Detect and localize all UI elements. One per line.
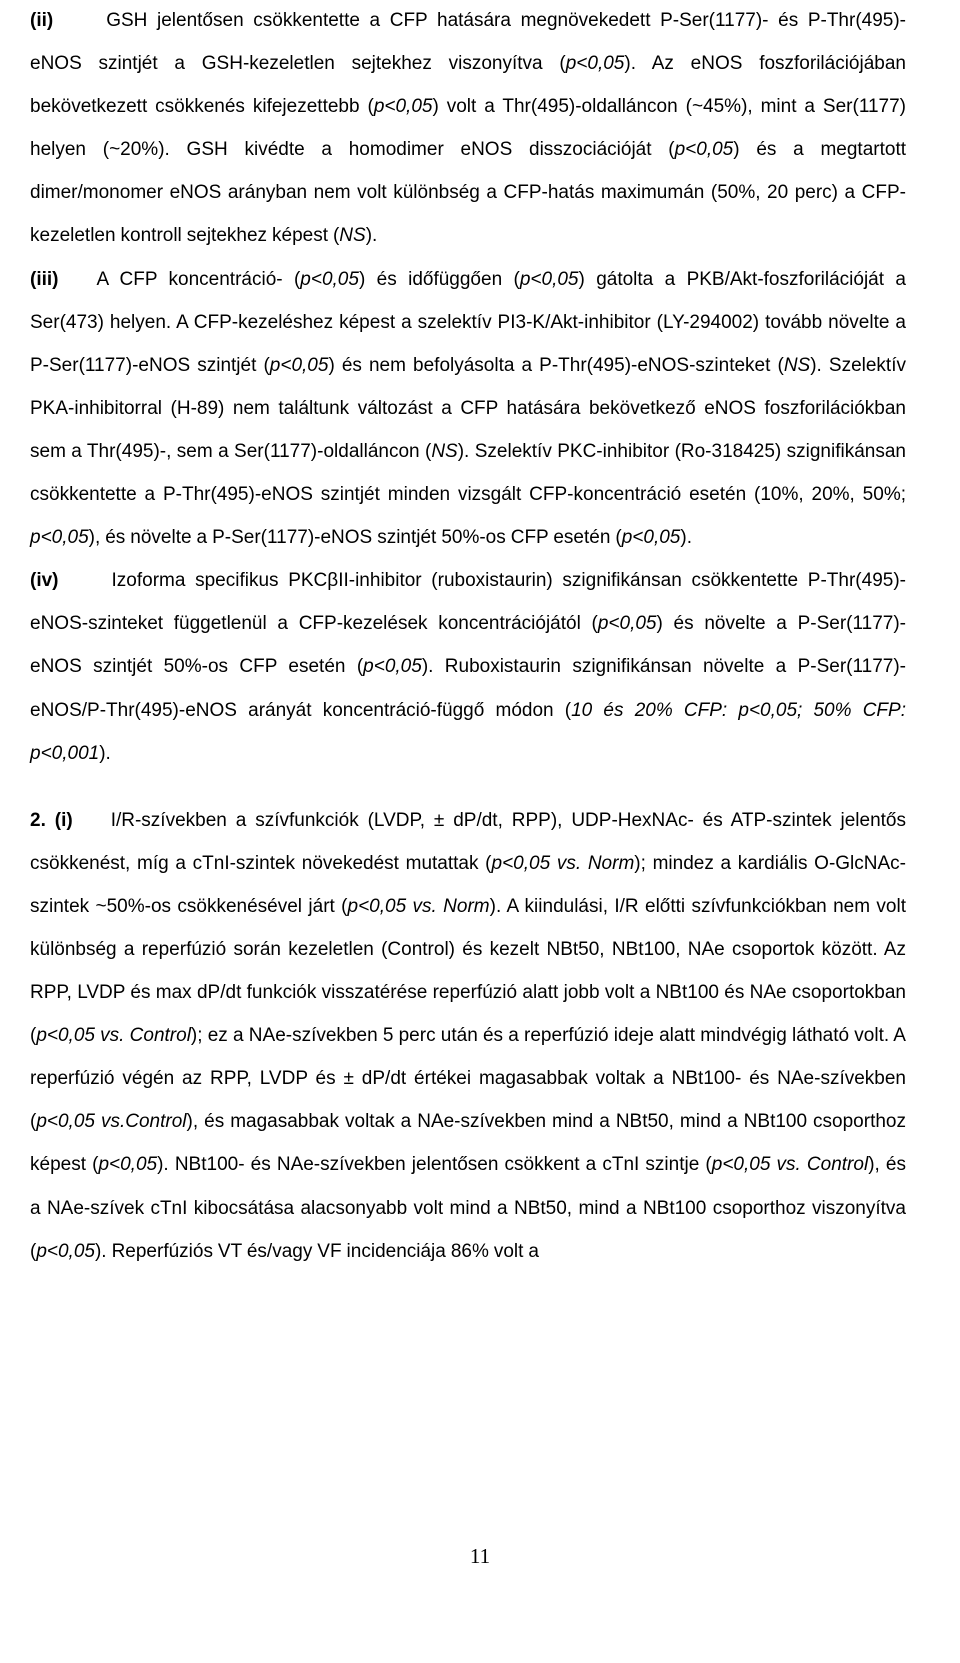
- italic-text: p<0,05: [30, 527, 89, 549]
- paragraph-label: (ii): [30, 10, 54, 31]
- text-run: ). Szelektív PKC-inhibitor (Ro-318425) szignifikánsan csökkentette a P-Thr(495)-eNOS szintjét minden vizsgált CFP-koncentráció esetén (10%, 20%, 50%;: [30, 440, 906, 506]
- text-run: ), és növelte a P-Ser(1177)-eNOS szintjét 50%-os CFP esetén (: [88, 527, 622, 549]
- paragraph-label: (iii): [30, 268, 59, 290]
- italic-text: p<0,05 vs.Control: [36, 1111, 187, 1133]
- text-run: GSH jelentősen csökkentette a CFP hatására megnövekedett P-Ser(1177)- és P-Thr(495)-eNOS szintjét a GSH-kezeletlen sejtekhez viszonyítva (: [30, 10, 906, 75]
- paragraph: [30, 799, 906, 1273]
- text-run: ). A kiindulási, I/R előtti szívfunkciókban nem volt különbség a reperfúzió során kezeletlen (Control) és kezelt NBt50, NBt100, NAe csoportok között. Az RPP, LVDP és max dP/dt funkciók visszatérése reperfúzió alatt jobb volt a NBt100 és NAe csoportokban (: [30, 895, 906, 1047]
- italic-text: p<0,05 vs. Control: [36, 1025, 191, 1047]
- paragraph-label: 2. (i): [30, 809, 73, 831]
- italic-text: NS: [339, 225, 366, 247]
- italic-text: p<0,05 vs. Norm: [491, 852, 635, 874]
- text-run: ); mindez a kardiális O-GlcNAc-szintek ~50%-os csökkenésével járt (: [30, 852, 906, 917]
- text-run: ).: [365, 225, 378, 247]
- text-run: ). Ruboxistaurin szignifikánsan növelte a P-Ser(1177)-eNOS/P-Thr(495)-eNOS arányát koncentráció-függő módon (: [30, 656, 906, 721]
- italic-text: p<0,05: [269, 354, 329, 376]
- text-run: ). NBt100- és NAe-szívekben jelentősen csökkent a cTnI szintje (: [157, 1154, 712, 1176]
- text-run: ) és növelte a P-Ser(1177)-eNOS szintjét 50%-os CFP esetén (: [30, 613, 906, 678]
- italic-text: p<0,05: [565, 53, 625, 75]
- text-run: ) és nem befolyásolta a P-Thr(495)-eNOS-szinteket (: [328, 354, 784, 376]
- italic-text: p<0,05 vs. Norm: [347, 895, 490, 917]
- italic-text: p<0,05: [674, 139, 734, 161]
- italic-text: 10 és 20% CFP: p<0,05; 50% CFP: p<0,001: [30, 699, 906, 764]
- text-run: ), és magasabbak voltak a NAe-szívekben mind a NBt50, mind a NBt100 csoporthoz képest (: [30, 1111, 906, 1176]
- text-run: A CFP koncentráció- (: [96, 268, 301, 290]
- italic-text: p<0,05: [519, 268, 579, 290]
- italic-text: p<0,05: [621, 527, 681, 549]
- paragraph-label: (iv): [30, 570, 59, 592]
- text-run: ).: [680, 527, 692, 549]
- italic-text: p<0,05: [36, 1240, 95, 1262]
- text-run: ). Az eNOS foszforilációjában bekövetkezett csökkenés kifejezettebb (: [30, 53, 906, 118]
- italic-text: p<0,05: [363, 656, 422, 678]
- text-run: ) és időfüggően (: [358, 268, 520, 290]
- italic-text: p<0,05: [300, 268, 359, 290]
- text-run: ) és a megtartott dimer/monomer eNOS arányban nem volt különbség a CFP-hatás maximumán (50%, 20 perc) a CFP-kezeletlen kontroll sejtekhez képest (: [30, 139, 906, 247]
- italic-text: NS: [431, 440, 458, 462]
- text-run: ).: [99, 742, 111, 764]
- paragraph: [30, 0, 906, 258]
- text-run: Izoforma specifikus PKCβII-inhibitor (ruboxistaurin) szignifikánsan csökkentette P-Thr(495)-eNOS-szinteket függetlenül a CFP-kezelések koncentrációjától (: [30, 570, 906, 635]
- paragraph-gap: [30, 775, 906, 799]
- text-run: I/R-szívekben a szívfunkciók (LVDP, ± dP/dt, RPP), UDP-HexNAc- és ATP-szintek jelentős csökkenést, míg a cTnI-szintek növekedést mutattak (: [30, 809, 906, 874]
- text-run: ), és a NAe-szívek cTnI kibocsátása alacsonyabb volt mind a NBt50, mind a NBt100 csoporthoz viszonyítva (: [30, 1154, 906, 1262]
- body-text: [30, 0, 906, 1273]
- page-number: 11: [469, 1544, 491, 1568]
- text-run: ) volt a Thr(495)-oldalláncon (~45%), mint a Ser(1177) helyen (~20%). GSH kivédte a homodimer eNOS disszociációját (: [30, 96, 906, 161]
- paragraph: [30, 258, 906, 560]
- text-run: ); ez a NAe-szívekben 5 perc után és a reperfúzió ideje alatt mindvégig látható volt. A reperfúzió végén az RPP, LVDP és ± dP/dt értékei magasabbak voltak a NBt100- és NAe-szívekben (: [30, 1025, 906, 1133]
- italic-text: p<0,05: [98, 1154, 158, 1176]
- italic-text: p<0,05 vs. Control: [711, 1154, 869, 1176]
- text-run: ). Szelektív PKA-inhibitorral (H-89) nem találtunk változást a CFP hatására bekövetkező eNOS foszforilációkban sem a Thr(495)-, sem a Ser(1177)-oldalláncon (: [30, 354, 906, 462]
- text-run: ) gátolta a PKB/Akt-foszforilációját a Ser(473) helyen. A CFP-kezeléshez képest a szelektív PI3-K/Akt-inhibitor (LY-294002) tovább növelte a P-Ser(1177)-eNOS szintjét (: [30, 268, 906, 376]
- italic-text: p<0,05: [597, 613, 657, 635]
- italic-text: NS: [783, 354, 811, 376]
- text-run: ). Reperfúziós VT és/vagy VF incidenciája 86% volt a: [94, 1240, 539, 1262]
- paragraph: [30, 559, 906, 774]
- italic-text: p<0,05: [373, 96, 433, 118]
